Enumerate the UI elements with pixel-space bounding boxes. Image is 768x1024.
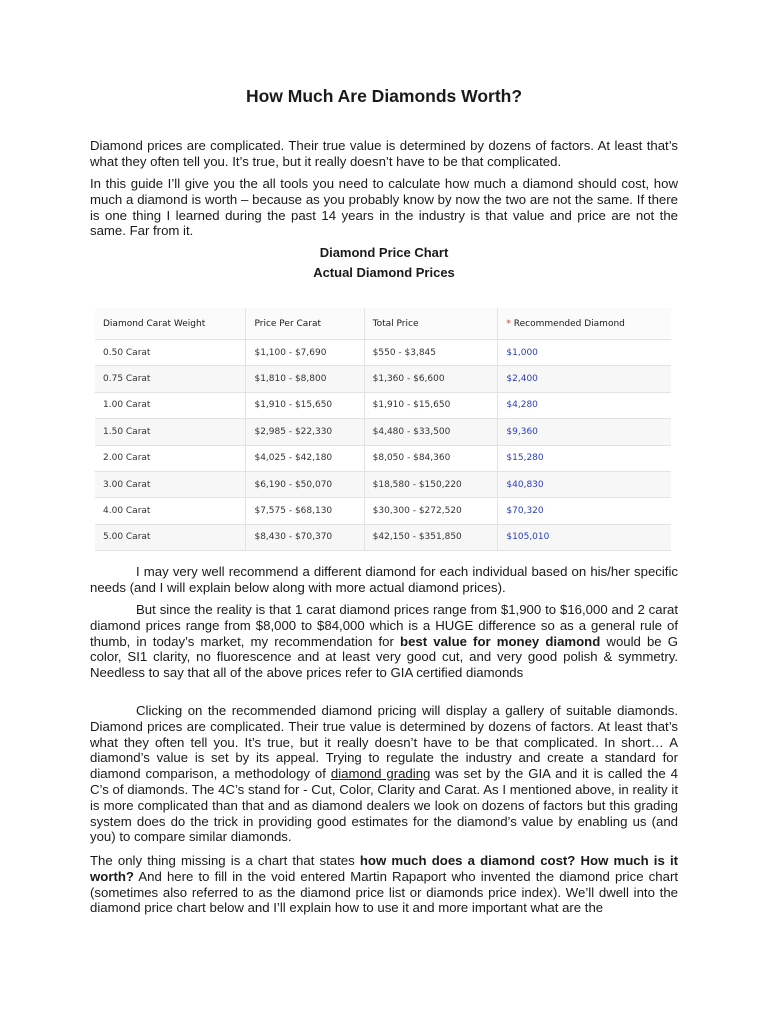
cell-total-price: $8,050 - $84,360 [364, 445, 498, 471]
table-row [95, 471, 671, 497]
cell-total-price: $1,360 - $6,600 [364, 366, 498, 392]
table-row [95, 524, 671, 550]
cell-price-per-carat: $6,190 - $50,070 [246, 471, 364, 497]
diamond-grading-link[interactable]: diamond grading [330, 766, 431, 782]
cell-total-price: $18,580 - $150,220 [364, 471, 498, 497]
header-carat-weight: Diamond Carat Weight [95, 308, 246, 340]
star-icon: * [506, 318, 511, 329]
cell-total-price: $30,300 - $272,520 [364, 498, 498, 524]
cell-price-per-carat: $4,025 - $42,180 [246, 445, 364, 471]
cell-total-price: $4,480 - $33,500 [364, 419, 498, 445]
table-row [95, 498, 671, 524]
header-total-price: Total Price [364, 308, 498, 340]
intro-paragraph-2: In this guide I’ll give you the all tools you need to calculate how much a diamond should cost, how much a diamond is worth – because as you probably know by now the two are not the same. If there is one thing I learned during the past 14 years in the industry is that value and price are not the same. Far from it. [90, 176, 678, 239]
p5-text-b: was set by the GIA and it is called the 4 C’s of diamonds. The 4C’s stand for - Cut, Color, Clarity and Carat. As I mentioned above, in reality it is more complicated than that and as diamond dealers we look on dozens of factors but this grading system does do the trick in providing good estimates for the diamond’s value by enabling us (and you) to compare similar diamonds. [90, 766, 678, 845]
table-header-row [95, 308, 671, 340]
cell-price-per-carat: $2,985 - $22,330 [246, 419, 364, 445]
p4-text-a: But since the reality is that 1 carat diamond prices range from $1,900 to $16,000 and 2 carat diamond prices range from $8,000 to $84,000 which is a HUGE difference so as a general rule of thumb, in today’s market, my recommendation for [90, 602, 678, 649]
table-row [95, 419, 671, 445]
cell-carat-weight: 1.00 Carat [95, 392, 246, 418]
table-row [95, 392, 671, 418]
body-paragraph-4 [90, 602, 678, 681]
page-title: How Much Are Diamonds Worth? [245, 86, 523, 106]
cell-carat-weight: 5.00 Carat [95, 524, 246, 550]
cell-carat-weight: 3.00 Carat [95, 471, 246, 497]
cell-recommended-price[interactable]: $15,280 [498, 445, 671, 471]
chart-subheading: Actual Diamond Prices [313, 265, 455, 280]
p6-text-b: And here to fill in the void entered Martin Rapaport who invented the diamond price chart (sometimes also referred to as the diamond price list or diamonds price index). We’ll dwell into the diamond price chart below and I’ll explain how to use it and more important what are the [90, 868, 678, 916]
p4-text-b: would be G color, SI1 clarity, no fluorescence and at least very good cut, and very good polish & symmetry. Needless to say that all of the above prices refer to GIA certified diamonds [90, 633, 679, 681]
table-row [95, 366, 671, 392]
cell-price-per-carat: $1,100 - $7,690 [246, 340, 364, 366]
intro-paragraph-1: Diamond prices are complicated. Their true value is determined by dozens of factors. At least that’s what they often tell you. It’s true, but it really doesn’t have to be that complicated. [90, 138, 678, 169]
chart-heading: Diamond Price Chart [319, 245, 449, 260]
cell-price-per-carat: $1,910 - $15,650 [246, 392, 364, 418]
cell-total-price: $1,910 - $15,650 [364, 392, 498, 418]
cell-total-price: $42,150 - $351,850 [364, 524, 498, 550]
body-paragraph-6 [90, 853, 678, 916]
p4-bold: best value for money diamond [400, 633, 601, 649]
header-recommended-diamond [498, 308, 671, 340]
cell-price-per-carat: $7,575 - $68,130 [246, 498, 364, 524]
cell-carat-weight: 4.00 Carat [95, 498, 246, 524]
cell-recommended-price[interactable]: $2,400 [498, 366, 671, 392]
cell-price-per-carat: $8,430 - $70,370 [246, 524, 364, 550]
p6-bold: how much does a diamond cost? How much is it worth? [90, 853, 679, 884]
cell-recommended-price[interactable]: $105,010 [498, 524, 671, 550]
cell-recommended-price[interactable]: $4,280 [498, 392, 671, 418]
header-recommended-label: Recommended Diamond [513, 318, 625, 329]
cell-carat-weight: 0.50 Carat [95, 340, 246, 366]
cell-carat-weight: 1.50 Carat [95, 419, 246, 445]
cell-carat-weight: 0.75 Carat [95, 366, 246, 392]
p5-text-a: Clicking on the recommended diamond pricing will display a gallery of suitable diamonds. Diamond prices are complicated. Their true value is determined by dozens of factors. At least that’s what they often tell you. It’s true, but it really doesn’t have to be that complicated. In short… A diamond’s value is set by its appeal. Trying to regulate the industry and create a standard for diamond comparison, a methodology of [90, 703, 678, 782]
cell-total-price: $550 - $3,845 [364, 340, 498, 366]
cell-recommended-price[interactable]: $1,000 [498, 340, 671, 366]
body-paragraph-5 [90, 703, 678, 845]
diamond-price-table [95, 308, 671, 551]
p6-text-a: The only thing missing is a chart that states [90, 853, 360, 868]
cell-price-per-carat: $1,810 - $8,800 [246, 366, 364, 392]
body-paragraph-3: I may very well recommend a different diamond for each individual based on his/her specific needs (and I will explain below along with more actual diamond prices). [90, 564, 678, 595]
table-row [95, 445, 671, 471]
header-price-per-carat: Price Per Carat [246, 308, 364, 340]
cell-recommended-price[interactable]: $9,360 [498, 419, 671, 445]
cell-recommended-price[interactable]: $40,830 [498, 471, 671, 497]
cell-carat-weight: 2.00 Carat [95, 445, 246, 471]
table-row [95, 340, 671, 366]
cell-recommended-price[interactable]: $70,320 [498, 498, 671, 524]
